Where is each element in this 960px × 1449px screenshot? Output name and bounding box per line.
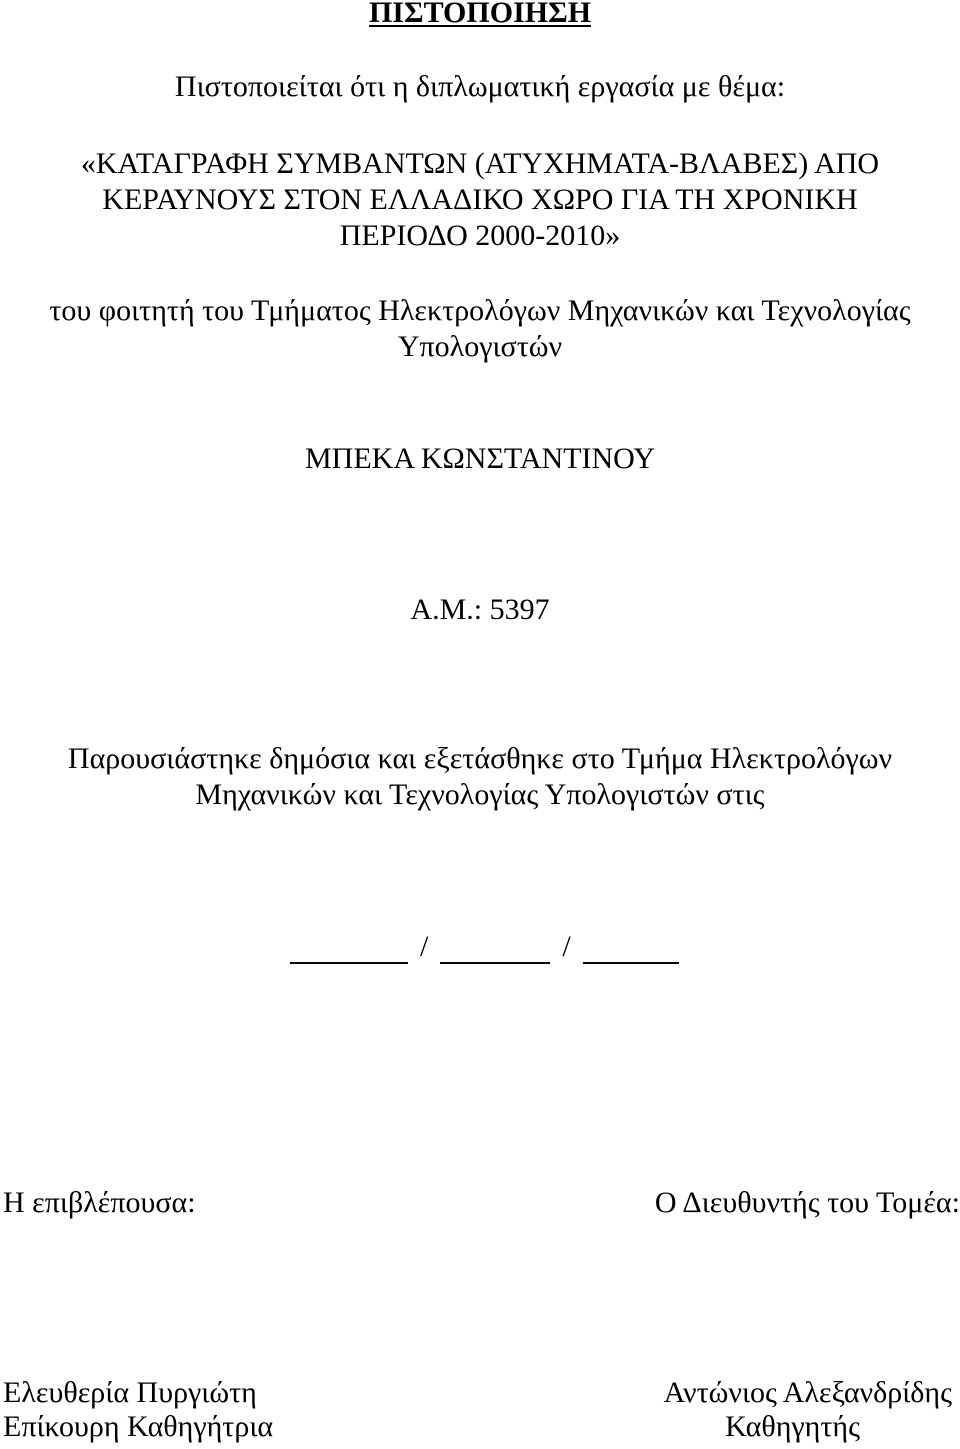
thesis-title-line-2: ΚΕΡΑΥΝΟΥΣ ΣΤΟΝ ΕΛΛΑΔΙΚΟ ΧΩΡΟ ΓΙΑ ΤΗ ΧΡΟΝΙΚΗ [102, 183, 858, 216]
student-intro-line-2: Υπολογιστών [397, 330, 563, 363]
thesis-title-line-3: ΠΕΡΙΟΔΟ 2000-2010» [339, 219, 621, 252]
presentation-line-1: Παρουσιάστηκε δημόσια και εξετάσθηκε στο Τμήμα Ηλεκτρολόγων [67, 742, 893, 775]
date-year-blank[interactable] [583, 934, 679, 964]
supervisor-title: Επίκουρη Καθηγήτρια [3, 1410, 274, 1443]
intro-text: Πιστοποιείται ότι η διπλωματική εργασία με θέμα: [174, 70, 786, 103]
presentation-line-2: Μηχανικών και Τεχνολογίας Υπολογιστών στις [195, 778, 765, 811]
date-month-blank[interactable] [440, 934, 550, 964]
director-title: Καθηγητής [725, 1410, 860, 1443]
date-separator-1: / [420, 930, 429, 963]
document-title: ΠΙΣΤΟΠΟΙΗΣΗ [368, 0, 592, 29]
date-day-blank[interactable] [290, 934, 408, 964]
registration-number: Α.Μ.: 5397 [410, 593, 550, 626]
date-separator-2: / [562, 930, 571, 963]
thesis-title-line-1: «ΚΑΤΑΓΡΑΦΗ ΣΥΜΒΑΝΤΩΝ (ΑΤΥΧΗΜΑΤΑ-ΒΛΑΒΕΣ) ΑΠΟ [80, 147, 880, 180]
director-role: Ο Διευθυντής του Τομέα: [654, 1186, 960, 1219]
supervisor-role: Η επιβλέπουσα: [3, 1186, 196, 1219]
date-blank-fields [290, 930, 679, 964]
student-name: ΜΠΕΚΑ ΚΩΝΣΤΑΝΤΙΝΟΥ [305, 442, 655, 475]
student-intro-line-1: του φοιτητή του Τμήματος Ηλεκτρολόγων Μηχανικών και Τεχνολογίας [49, 294, 911, 327]
supervisor-name: Ελευθερία Πυργιώτη [3, 1376, 257, 1409]
director-name: Αντώνιος Αλεξανδρίδης [663, 1376, 952, 1409]
